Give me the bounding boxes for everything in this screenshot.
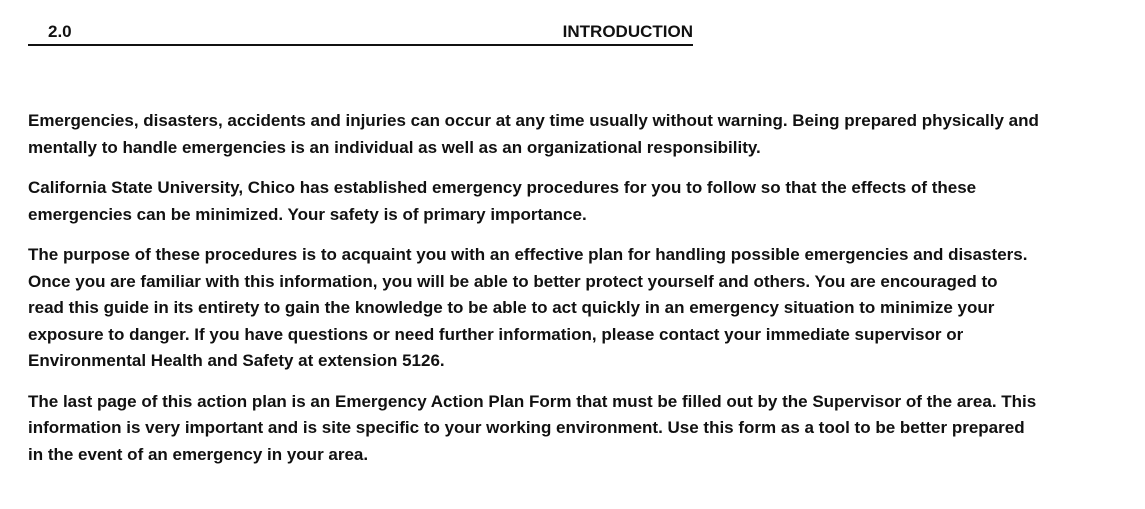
text-line: exposure to danger. If you have questions or need further information, please contact your immediate supervisor or: [28, 324, 964, 344]
text-line: information is very important and is site specific to your working environment. Use this form as a tool to be better prepared: [28, 418, 1025, 437]
text-line: Environmental Health and Safety at extension 5126.: [28, 351, 445, 370]
paragraph-procedure-purpose: [28, 242, 1118, 375]
text-line: in the event of an emergency in your area.: [28, 444, 369, 464]
text-line: read this guide in its entirety to gain the knowledge to be able to act quickly in an emergency situation to minimize your: [28, 298, 995, 317]
text-line: emergencies can be minimized. Your safety is of primary importance.: [28, 204, 587, 224]
text-line: The purpose of these procedures is to acquaint you with an effective plan for handling possible emergencies and disasters.: [28, 245, 1028, 264]
section-header: [28, 18, 693, 46]
text-line: mentally to handle emergencies is an individual as well as an organizational responsibility.: [28, 137, 761, 157]
section-number: 2.0: [48, 22, 72, 41]
text-line: Emergencies, disasters, accidents and injuries can occur at any time usually without warning. Being prepared physically and: [28, 111, 1039, 130]
text-line: The last page of this action plan is an Emergency Action Plan Form that must be filled out by the Supervisor of the area. This: [28, 391, 1037, 411]
document-body: [28, 108, 1118, 482]
text-line: California State University, Chico has established emergency procedures for you to follow so that the effects of these: [28, 178, 977, 197]
paragraph-university-procedures: [28, 175, 1118, 228]
paragraph-action-plan-form: [28, 389, 1118, 469]
text-line: Once you are familiar with this information, you will be able to better protect yourself and others. You are encouraged to: [28, 271, 998, 291]
paragraph-emergency-overview: [28, 108, 1118, 161]
section-title: INTRODUCTION: [562, 22, 693, 41]
